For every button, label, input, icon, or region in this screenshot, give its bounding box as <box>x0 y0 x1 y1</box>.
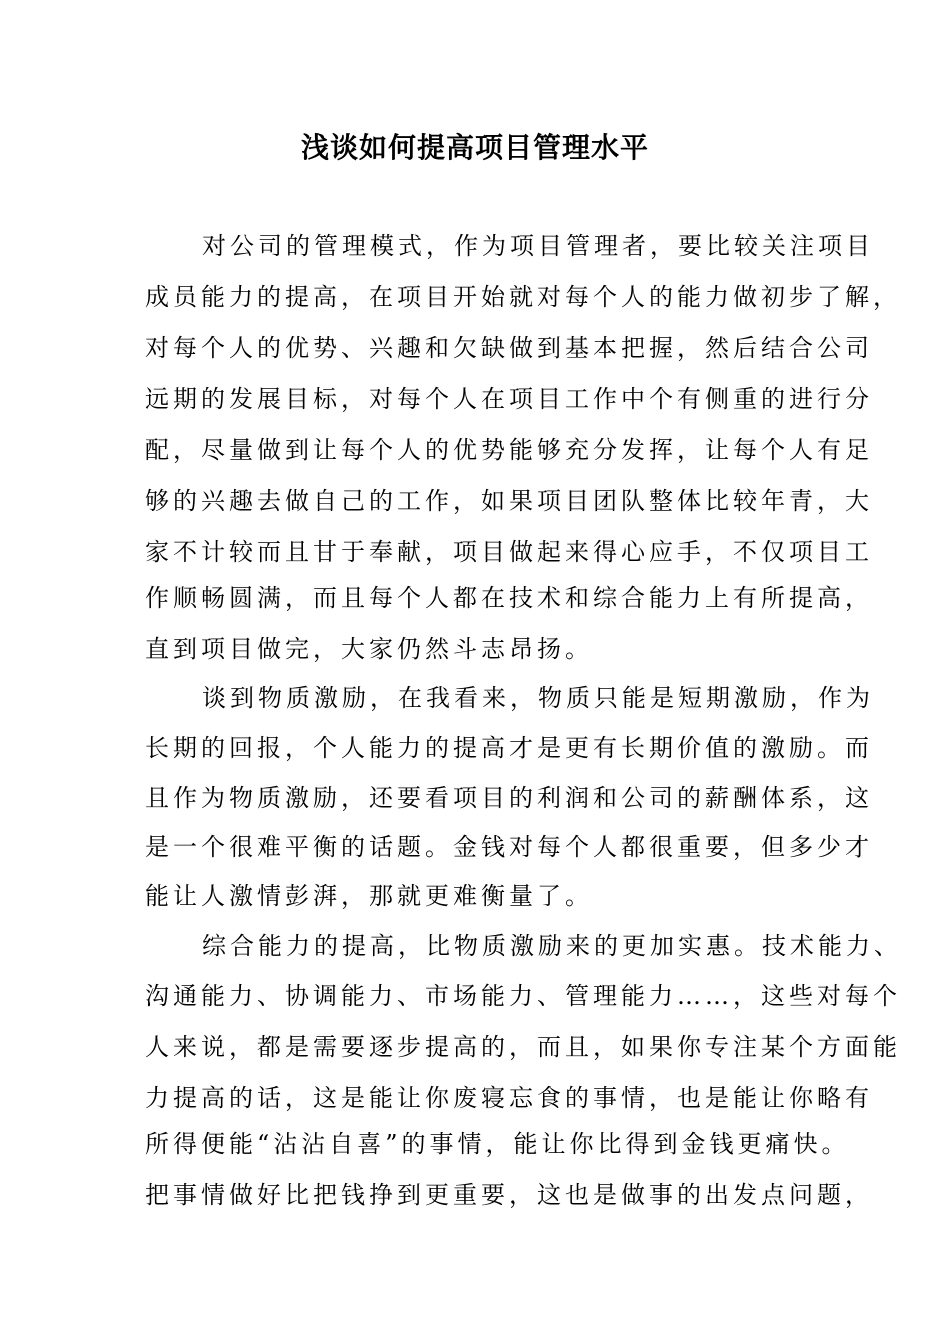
paragraph-2-line-2: 长期的回报，个人能力的提高才是更有长期价值的激励。而 <box>145 734 873 762</box>
paragraph-3-line-2: 沟通能力、协调能力、市场能力、管理能力……，这些对每个 <box>145 982 901 1010</box>
paragraph-3-line-3: 人来说，都是需要逐步提高的，而且，如果你专注某个方面能 <box>145 1033 901 1061</box>
paragraph-1-line-8: 作顺畅圆满，而且每个人都在技术和综合能力上有所提高， <box>145 584 873 612</box>
paragraph-1-line-4: 远期的发展目标，对每个人在项目工作中个有侧重的进行分 <box>145 385 873 413</box>
paragraph-2-line-1: 谈到物质激励，在我看来，物质只能是短期激励，作为 <box>202 684 874 712</box>
paragraph-1-line-5: 配，尽量做到让每个人的优势能够充分发挥，让每个人有足 <box>145 436 873 464</box>
paragraph-2-line-4: 是一个很难平衡的话题。金钱对每个人都很重要，但多少才 <box>145 833 873 861</box>
paragraph-3-line-4: 力提高的话，这是能让你废寝忘食的事情，也是能让你略有 <box>145 1084 873 1112</box>
paragraph-1-line-7: 家不计较而且甘于奉献，项目做起来得心应手，不仅项目工 <box>145 538 873 566</box>
paragraph-2-line-3: 且作为物质激励，还要看项目的利润和公司的薪酬体系，这 <box>145 784 873 812</box>
document-title: 浅谈如何提高项目管理水平 <box>300 131 649 164</box>
paragraph-3-line-1: 综合能力的提高，比物质激励来的更加实惠。技术能力、 <box>202 932 902 960</box>
paragraph-1-line-2: 成员能力的提高，在项目开始就对每个人的能力做初步了解， <box>145 283 901 311</box>
paragraph-1-line-1: 对公司的管理模式，作为项目管理者，要比较关注项目 <box>202 232 874 260</box>
paragraph-3-line-6: 把事情做好比把钱挣到更重要，这也是做事的出发点问题， <box>145 1181 873 1209</box>
paragraph-1-line-9: 直到项目做完，大家仍然斗志昂扬。 <box>145 635 593 663</box>
paragraph-1-line-3: 对每个人的优势、兴趣和欠缺做到基本把握，然后结合公司 <box>145 334 873 362</box>
paragraph-1-line-6: 够的兴趣去做自己的工作，如果项目团队整体比较年青，大 <box>145 487 873 515</box>
paragraph-2-line-5: 能让人激情彭湃，那就更难衡量了。 <box>145 882 593 910</box>
paragraph-3-line-5: 所得便能“沾沾自喜”的事情，能让你比得到金钱更痛快。 <box>145 1130 850 1158</box>
